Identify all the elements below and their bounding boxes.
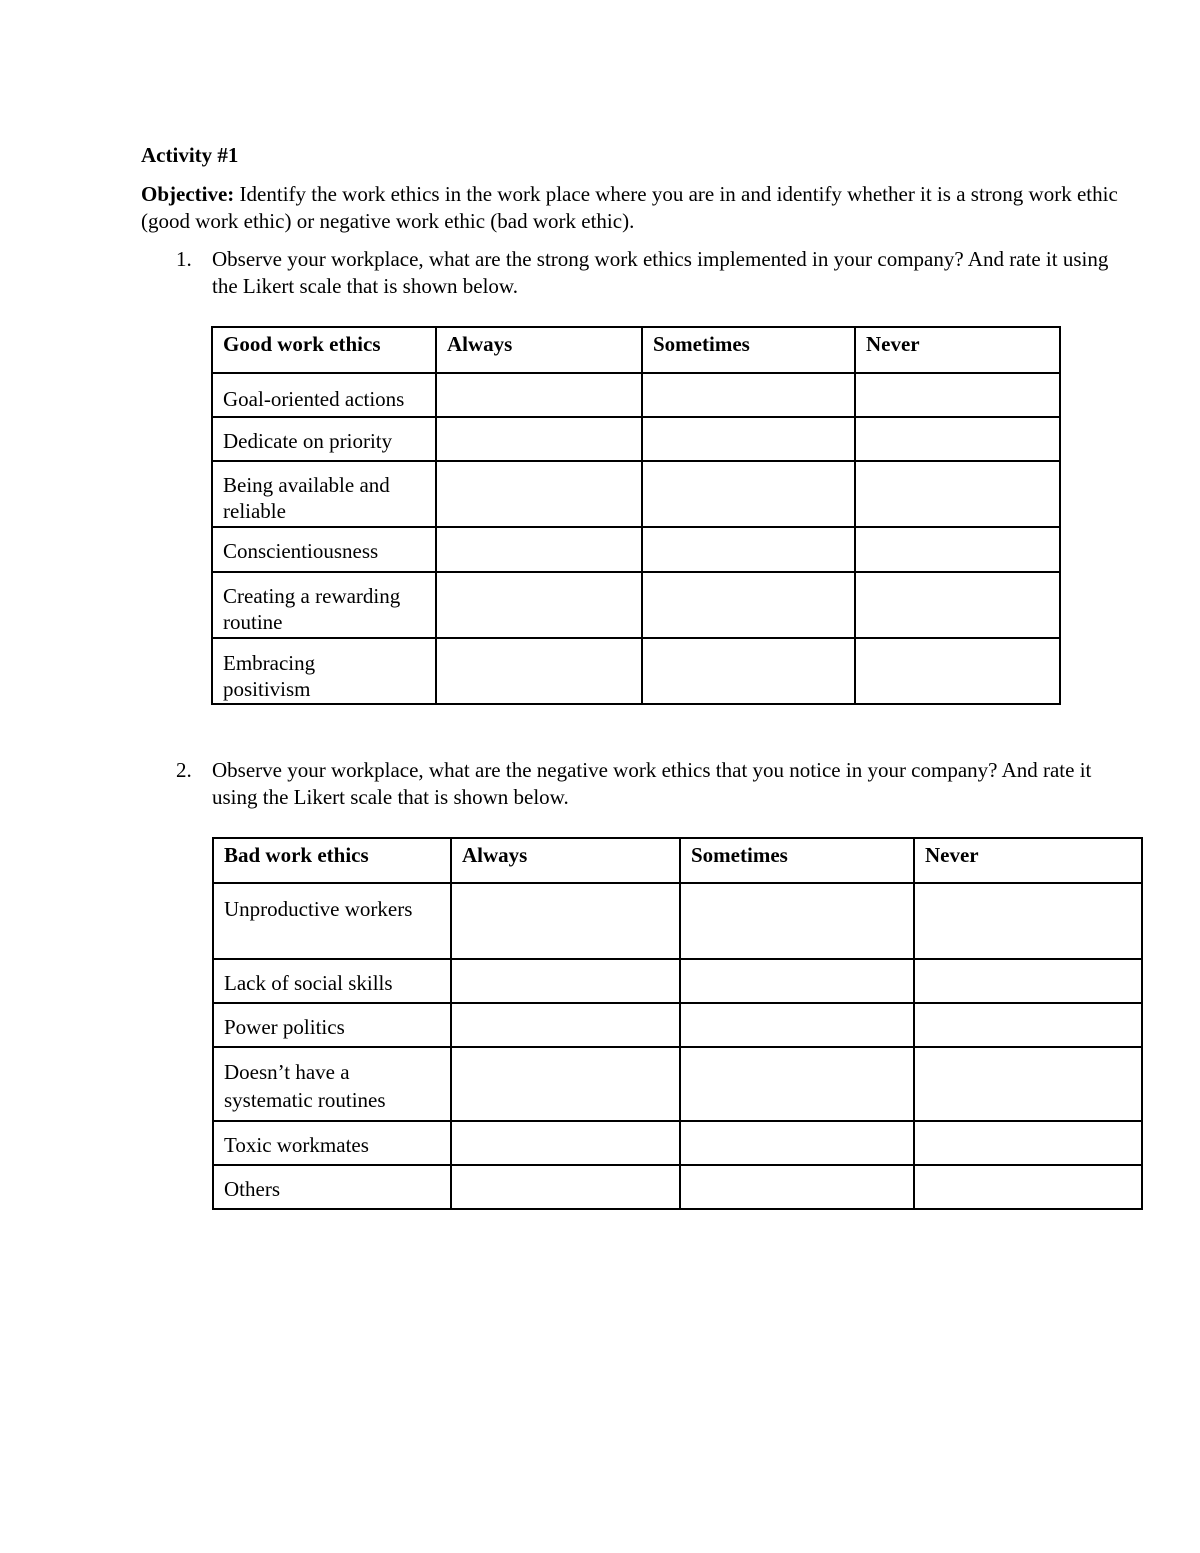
row-label: Creating a rewarding routine [212, 572, 436, 638]
table-row [212, 461, 1060, 527]
table-row [213, 1047, 1142, 1121]
rating-cell-never[interactable] [914, 883, 1142, 959]
objective-label: Objective: [141, 182, 235, 206]
row-label: Doesn’t have a systematic routines [213, 1047, 451, 1121]
row-label: Unproductive workers [213, 883, 451, 959]
header-never: Never [855, 327, 1060, 373]
rating-cell-never[interactable] [855, 417, 1060, 461]
table-row [212, 373, 1060, 417]
rating-cell-sometimes[interactable] [642, 572, 855, 638]
header-sometimes: Sometimes [642, 327, 855, 373]
rating-cell-always[interactable] [451, 1003, 680, 1047]
rating-cell-always[interactable] [451, 883, 680, 959]
rating-cell-sometimes[interactable] [680, 883, 914, 959]
rating-cell-never[interactable] [855, 638, 1060, 704]
question-1-text: Observe your workplace, what are the strong work ethics implemented in your company? And rate it using the Likert scale that is shown below. [212, 247, 1109, 298]
row-label: Embracing positivism [212, 638, 436, 704]
rating-cell-never[interactable] [855, 373, 1060, 417]
rating-cell-never[interactable] [855, 572, 1060, 638]
rating-cell-sometimes[interactable] [680, 1047, 914, 1121]
question-1-number: 1. [176, 247, 192, 271]
rating-cell-never[interactable] [914, 1003, 1142, 1047]
rating-cell-always[interactable] [451, 959, 680, 1003]
rating-cell-never[interactable] [855, 461, 1060, 527]
rating-cell-always[interactable] [436, 572, 642, 638]
header-always: Always [451, 838, 680, 883]
table-row [213, 959, 1142, 1003]
rating-cell-always[interactable] [436, 638, 642, 704]
row-label: Lack of social skills [213, 959, 451, 1003]
header-good-work-ethics: Good work ethics [212, 327, 436, 373]
objective-paragraph [141, 181, 1141, 235]
table-row [212, 527, 1060, 572]
rating-cell-sometimes[interactable] [642, 461, 855, 527]
rating-cell-sometimes[interactable] [642, 527, 855, 572]
rating-cell-never[interactable] [914, 1165, 1142, 1209]
table-header-row [213, 838, 1142, 883]
rating-cell-always[interactable] [436, 373, 642, 417]
header-never: Never [914, 838, 1142, 883]
table-row [212, 417, 1060, 461]
bad-work-ethics-table [212, 837, 1143, 1210]
rating-cell-never[interactable] [914, 1121, 1142, 1165]
table-row [212, 572, 1060, 638]
rating-cell-never[interactable] [914, 1047, 1142, 1121]
row-label: Goal-oriented actions [212, 373, 436, 417]
header-always: Always [436, 327, 642, 373]
rating-cell-never[interactable] [914, 959, 1142, 1003]
row-label: Toxic workmates [213, 1121, 451, 1165]
row-label: Others [213, 1165, 451, 1209]
good-work-ethics-table [211, 326, 1061, 705]
question-1 [176, 246, 1126, 300]
rating-cell-always[interactable] [451, 1165, 680, 1209]
rating-cell-sometimes[interactable] [680, 1003, 914, 1047]
rating-cell-never[interactable] [855, 527, 1060, 572]
table-row [213, 1165, 1142, 1209]
rating-cell-always[interactable] [436, 417, 642, 461]
rating-cell-sometimes[interactable] [680, 1121, 914, 1165]
row-label: Power politics [213, 1003, 451, 1047]
row-label: Conscientiousness [212, 527, 436, 572]
objective-text: Identify the work ethics in the work place where you are in and identify whether it is a strong work ethic (good work ethic) or negative work ethic (bad work ethic). [141, 182, 1118, 233]
question-2-text: Observe your workplace, what are the negative work ethics that you notice in your company? And rate it using the Likert scale that is shown below. [212, 758, 1092, 809]
rating-cell-sometimes[interactable] [642, 373, 855, 417]
table-row [213, 1121, 1142, 1165]
activity-title: Activity #1 [141, 143, 239, 167]
question-2 [176, 757, 1126, 811]
table-row [213, 883, 1142, 959]
row-label: Being available and reliable [212, 461, 436, 527]
row-label: Dedicate on priority [212, 417, 436, 461]
rating-cell-sometimes[interactable] [680, 959, 914, 1003]
rating-cell-always[interactable] [451, 1121, 680, 1165]
rating-cell-always[interactable] [451, 1047, 680, 1121]
rating-cell-always[interactable] [436, 527, 642, 572]
rating-cell-sometimes[interactable] [642, 417, 855, 461]
rating-cell-always[interactable] [436, 461, 642, 527]
rating-cell-sometimes[interactable] [642, 638, 855, 704]
header-bad-work-ethics: Bad work ethics [213, 838, 451, 883]
question-2-number: 2. [176, 758, 192, 782]
table-row [212, 638, 1060, 704]
header-sometimes: Sometimes [680, 838, 914, 883]
table-row [213, 1003, 1142, 1047]
rating-cell-sometimes[interactable] [680, 1165, 914, 1209]
table-header-row [212, 327, 1060, 373]
